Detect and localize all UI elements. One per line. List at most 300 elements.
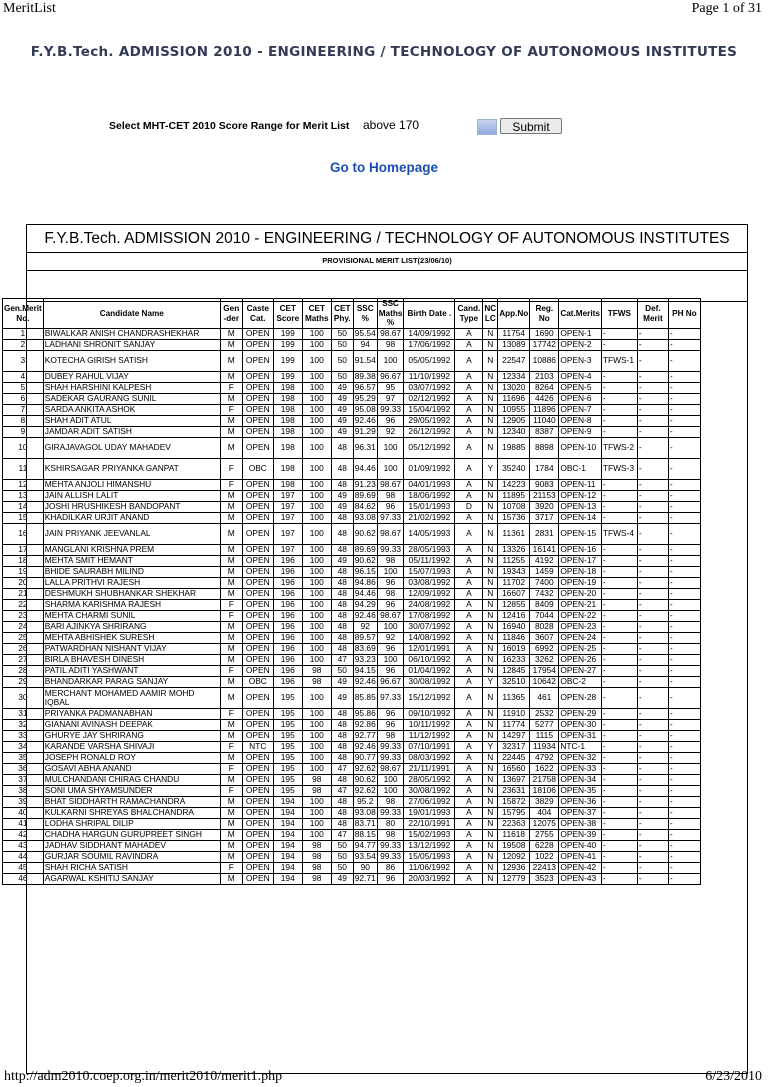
table-cell: 49 xyxy=(331,677,353,688)
table-cell: 100 xyxy=(377,655,404,666)
submit-button[interactable]: Submit xyxy=(500,118,562,134)
table-cell: - xyxy=(668,852,700,863)
table-cell: 14297 xyxy=(498,731,530,742)
table-cell: OPEN-12 xyxy=(559,491,602,502)
table-cell: 12 xyxy=(3,480,44,491)
table-cell: 100 xyxy=(302,372,331,383)
table-cell: - xyxy=(668,502,700,513)
table-cell: - xyxy=(668,808,700,819)
table-cell: M xyxy=(220,677,242,688)
table-cell: 17954 xyxy=(530,666,559,677)
table-cell: - xyxy=(601,830,637,841)
table-cell: OPEN xyxy=(242,753,273,764)
table-row xyxy=(3,731,701,742)
table-cell: OPEN-1 xyxy=(559,329,602,340)
table-cell: 22/10/1991 xyxy=(404,819,455,830)
table-cell: 13/12/1992 xyxy=(404,841,455,852)
table-cell: 96.31 xyxy=(353,438,377,459)
table-cell: OPEN xyxy=(242,394,273,405)
table-cell: A xyxy=(455,459,483,480)
table-cell: 100 xyxy=(302,438,331,459)
table-cell: N xyxy=(483,731,498,742)
table-cell: - xyxy=(668,600,700,611)
table-cell: 198 xyxy=(273,427,302,438)
table-cell: M xyxy=(220,731,242,742)
table-cell: 98 xyxy=(377,797,404,808)
table-cell: TFWS-3 xyxy=(601,459,637,480)
table-cell: 98 xyxy=(377,589,404,600)
table-cell: N xyxy=(483,786,498,797)
table-cell: M xyxy=(220,622,242,633)
table-cell: - xyxy=(601,600,637,611)
table-cell: - xyxy=(668,459,700,480)
table-cell: OPEN xyxy=(242,513,273,524)
table-cell: - xyxy=(601,372,637,383)
table-cell: 19343 xyxy=(498,567,530,578)
table-cell: OPEN xyxy=(242,589,273,600)
table-cell: 99.33 xyxy=(377,742,404,753)
table-cell: 16607 xyxy=(498,589,530,600)
table-cell: 08/03/1992 xyxy=(404,753,455,764)
column-header: Caste Cat. xyxy=(242,299,273,329)
table-cell: 6 xyxy=(3,394,44,405)
table-cell: 100 xyxy=(302,405,331,416)
table-cell: 11/06/1992 xyxy=(404,863,455,874)
table-cell: - xyxy=(601,556,637,567)
table-cell: - xyxy=(601,797,637,808)
table-cell: MULCHANDANI CHIRAG CHANDU xyxy=(43,775,220,786)
table-cell: 1459 xyxy=(530,567,559,578)
table-cell: 100 xyxy=(302,753,331,764)
table-row xyxy=(3,383,701,394)
table-cell: 96 xyxy=(377,578,404,589)
table-cell: 100 xyxy=(302,351,331,372)
table-cell: 12334 xyxy=(498,372,530,383)
column-header: NC LC xyxy=(483,299,498,329)
table-cell: - xyxy=(637,709,668,720)
table-cell: - xyxy=(637,852,668,863)
table-cell: JAIN ALLISH LALIT xyxy=(43,491,220,502)
table-cell: F xyxy=(220,405,242,416)
table-cell: N xyxy=(483,502,498,513)
table-cell: 14/08/1992 xyxy=(404,633,455,644)
table-cell: OPEN xyxy=(242,655,273,666)
dropdown-icon[interactable] xyxy=(477,119,497,135)
table-cell: 93.08 xyxy=(354,512,376,523)
table-cell: 31 xyxy=(3,709,44,720)
table-cell: 15/05/1993 xyxy=(404,852,455,863)
table-cell: 100 xyxy=(377,786,404,797)
table-cell: N xyxy=(483,567,498,578)
table-cell: - xyxy=(601,567,637,578)
table-cell: 1115 xyxy=(530,731,559,742)
table-cell: 15795 xyxy=(498,808,530,819)
table-cell: M xyxy=(220,394,242,405)
table-cell: 41 xyxy=(3,819,44,830)
table-cell: 86 xyxy=(377,863,404,874)
table-cell: OPEN xyxy=(242,480,273,491)
table-cell: - xyxy=(637,480,668,491)
table-cell: 98 xyxy=(302,841,331,852)
table-cell: N xyxy=(483,819,498,830)
table-cell: 96 xyxy=(377,644,404,655)
table-cell: 98 xyxy=(377,731,404,742)
table-cell: - xyxy=(637,459,668,480)
table-row xyxy=(3,524,701,545)
table-row xyxy=(3,797,701,808)
table-cell: 100 xyxy=(302,524,331,545)
table-cell: OPEN xyxy=(242,329,273,340)
table-cell: OPEN xyxy=(242,491,273,502)
table-cell: OPEN-33 xyxy=(559,764,602,775)
table-cell: 19508 xyxy=(498,841,530,852)
table-cell: OPEN xyxy=(242,416,273,427)
table-cell: N xyxy=(483,524,498,545)
table-cell: 21153 xyxy=(530,491,559,502)
table-cell: - xyxy=(601,611,637,622)
table-cell: A xyxy=(455,677,483,688)
table-cell: - xyxy=(637,329,668,340)
table-cell: 48 xyxy=(331,513,353,524)
table-cell: 15/07/1993 xyxy=(404,567,455,578)
table-cell: N xyxy=(483,416,498,427)
table-cell: 12855 xyxy=(498,600,530,611)
table-cell: F xyxy=(220,742,242,753)
table-cell: 12/01/1991 xyxy=(404,644,455,655)
table-cell: 196 xyxy=(273,556,302,567)
table-cell: SADEKAR GAURANG SUNIL xyxy=(43,394,220,405)
table-cell: - xyxy=(637,394,668,405)
table-row xyxy=(3,819,701,830)
column-header: CET Phy. xyxy=(331,299,353,329)
table-row xyxy=(3,841,701,852)
table-cell: N xyxy=(483,383,498,394)
table-cell: 48 xyxy=(331,480,353,491)
table-cell: 48 xyxy=(331,611,353,622)
table-cell: A xyxy=(455,383,483,394)
table-cell: 11361 xyxy=(498,524,530,545)
table-cell: M xyxy=(220,427,242,438)
table-cell: OPEN-21 xyxy=(559,600,602,611)
table-cell: 96 xyxy=(377,720,404,731)
table-cell: 92 xyxy=(353,622,377,633)
table-cell: Y xyxy=(483,459,498,480)
table-cell: 45 xyxy=(3,863,44,874)
table-cell: A xyxy=(455,666,483,677)
table-cell: 88.15 xyxy=(354,829,376,840)
table-cell: 05/05/1992 xyxy=(404,351,455,372)
table-cell: 21758 xyxy=(530,775,559,786)
table-cell: 91.23 xyxy=(354,479,376,490)
table-cell: 47 xyxy=(331,830,353,841)
table-cell: 21/11/1991 xyxy=(404,764,455,775)
table-cell: - xyxy=(668,775,700,786)
table-cell: LODHA SHRIPAL DILIP xyxy=(43,819,220,830)
table-cell: A xyxy=(455,863,483,874)
merit-table xyxy=(2,298,701,885)
table-cell: - xyxy=(668,764,700,775)
table-cell: 32317 xyxy=(498,742,530,753)
table-cell: - xyxy=(601,394,637,405)
table-cell: N xyxy=(483,852,498,863)
table-cell: 48 xyxy=(331,438,353,459)
table-cell: 11618 xyxy=(498,830,530,841)
table-cell: 15/01/1993 xyxy=(404,502,455,513)
table-cell: 100 xyxy=(302,819,331,830)
table-cell: 95 xyxy=(377,383,404,394)
table-cell: - xyxy=(668,589,700,600)
table-cell: 10/11/1992 xyxy=(404,720,455,731)
table-row xyxy=(3,874,701,885)
table-cell: - xyxy=(668,524,700,545)
table-cell: 195 xyxy=(273,731,302,742)
table-cell: PATIL ADITI YASHWANT xyxy=(43,666,220,677)
table-cell: OBC-2 xyxy=(559,677,602,688)
table-cell: 28/05/1993 xyxy=(404,545,455,556)
table-cell: 195 xyxy=(273,764,302,775)
table-cell: 39 xyxy=(3,797,44,808)
table-cell: - xyxy=(668,351,700,372)
table-cell: - xyxy=(637,655,668,666)
table-cell: OPEN xyxy=(242,545,273,556)
table-cell: A xyxy=(455,351,483,372)
table-cell: OPEN-43 xyxy=(559,874,602,885)
table-cell: 195 xyxy=(273,775,302,786)
table-cell: - xyxy=(637,438,668,459)
table-cell: - xyxy=(637,720,668,731)
table-cell: - xyxy=(601,513,637,524)
table-cell: 30/08/1992 xyxy=(404,677,455,688)
table-cell: 1690 xyxy=(530,329,559,340)
table-cell: 49 xyxy=(331,405,353,416)
table-cell: 96 xyxy=(377,874,404,885)
table-cell: OPEN xyxy=(242,502,273,513)
table-row xyxy=(3,491,701,502)
table-cell: OPEN xyxy=(242,567,273,578)
table-cell: 4192 xyxy=(530,556,559,567)
table-cell: 15/02/1993 xyxy=(404,830,455,841)
table-cell: 99.33 xyxy=(377,545,404,556)
table-cell: M xyxy=(220,753,242,764)
table-cell: 100 xyxy=(302,644,331,655)
table-row xyxy=(3,644,701,655)
score-range-select[interactable]: above 170 xyxy=(363,118,420,132)
table-cell: OPEN-30 xyxy=(559,720,602,731)
table-cell: 98 xyxy=(302,775,331,786)
table-cell: - xyxy=(601,491,637,502)
table-cell: 14 xyxy=(3,502,44,513)
table-cell: 93.54 xyxy=(354,851,376,862)
go-to-homepage-link[interactable]: Go to Homepage xyxy=(329,160,438,175)
table-cell: DESHMUKH SHUBHANKAR SHEKHAR xyxy=(43,589,220,600)
table-cell: - xyxy=(637,578,668,589)
table-cell: JAIN PRIYANK JEEVANLAL xyxy=(43,524,220,545)
table-cell: OPEN-8 xyxy=(559,416,602,427)
table-cell: A xyxy=(455,480,483,491)
table-cell: 96 xyxy=(377,666,404,677)
table-cell: 95.29 xyxy=(354,393,376,404)
table-cell: 48 xyxy=(331,709,353,720)
table-cell: 9083 xyxy=(530,480,559,491)
table-cell: 100 xyxy=(302,731,331,742)
table-cell: N xyxy=(483,545,498,556)
table-cell: 11/12/1992 xyxy=(404,731,455,742)
table-cell: - xyxy=(601,764,637,775)
table-cell: 16 xyxy=(3,524,44,545)
table-cell: 6228 xyxy=(530,841,559,852)
table-cell: 3920 xyxy=(530,502,559,513)
table-cell: 15/12/1992 xyxy=(404,688,455,709)
table-cell: - xyxy=(601,480,637,491)
table-cell: 48 xyxy=(331,775,353,786)
table-cell: OPEN-27 xyxy=(559,666,602,677)
table-cell: 5 xyxy=(3,383,44,394)
table-cell: 90.62 xyxy=(354,555,376,566)
table-cell: 49 xyxy=(331,427,353,438)
table-cell: OPEN-42 xyxy=(559,863,602,874)
table-cell: M xyxy=(220,491,242,502)
table-cell: M xyxy=(220,589,242,600)
table-cell: - xyxy=(637,622,668,633)
table-row xyxy=(3,677,701,688)
table-cell: 46 xyxy=(3,874,44,885)
table-cell: A xyxy=(455,567,483,578)
table-cell: 16560 xyxy=(498,764,530,775)
table-cell: OPEN-14 xyxy=(559,513,602,524)
table-cell: N xyxy=(483,753,498,764)
table-cell: 196 xyxy=(273,666,302,677)
table-cell: 23631 xyxy=(498,786,530,797)
table-cell: 94.77 xyxy=(354,840,376,851)
table-cell: 83.71 xyxy=(354,818,376,829)
table-cell: SHAH RICHA SATISH xyxy=(43,863,220,874)
table-cell: 21/02/1992 xyxy=(404,513,455,524)
table-cell: MEHTA CHARMI SUNIL xyxy=(43,611,220,622)
table-cell: 03/07/1992 xyxy=(404,383,455,394)
table-cell: 8898 xyxy=(530,438,559,459)
table-cell: 50 xyxy=(331,852,353,863)
table-cell: N xyxy=(483,764,498,775)
table-cell: 15 xyxy=(3,513,44,524)
table-cell: N xyxy=(483,556,498,567)
table-cell: 36 xyxy=(3,764,44,775)
table-cell: F xyxy=(220,666,242,677)
table-cell: 199 xyxy=(273,351,302,372)
column-header: Gen -der xyxy=(220,299,242,329)
table-cell: A xyxy=(455,731,483,742)
table-cell: 100 xyxy=(302,383,331,394)
table-cell: 92.77 xyxy=(354,730,376,741)
table-cell: 50 xyxy=(331,863,353,874)
table-cell: OPEN xyxy=(242,644,273,655)
table-cell: 33 xyxy=(3,731,44,742)
table-cell: N xyxy=(483,600,498,611)
table-cell: - xyxy=(637,830,668,841)
table-cell: OPEN-3 xyxy=(559,351,602,372)
table-cell: TFWS-4 xyxy=(601,524,637,545)
table-cell: 48 xyxy=(331,753,353,764)
table-cell: 97.33 xyxy=(377,513,404,524)
table-cell: 196 xyxy=(273,578,302,589)
table-cell: - xyxy=(668,340,700,351)
column-header: App.No xyxy=(498,299,530,329)
table-cell: 48 xyxy=(331,459,353,480)
table-cell: 100 xyxy=(302,329,331,340)
table-cell: 100 xyxy=(302,830,331,841)
table-cell: A xyxy=(455,655,483,666)
table-cell: 98.67 xyxy=(377,329,404,340)
column-header: SSC % xyxy=(353,299,377,329)
table-cell: OPEN-13 xyxy=(559,502,602,513)
table-cell: MEHTA SMIT HEMANT xyxy=(43,556,220,567)
table-cell: 194 xyxy=(273,863,302,874)
table-cell: 95.2 xyxy=(353,797,377,808)
table-cell: 196 xyxy=(273,600,302,611)
table-cell: 48 xyxy=(331,808,353,819)
table-cell: - xyxy=(637,775,668,786)
table-cell: 100 xyxy=(302,720,331,731)
table-cell: 17742 xyxy=(530,340,559,351)
table-cell: - xyxy=(668,677,700,688)
table-cell: 38 xyxy=(3,786,44,797)
table-cell: 195 xyxy=(273,720,302,731)
table-cell: OPEN xyxy=(242,731,273,742)
table-cell: - xyxy=(668,797,700,808)
table-cell: 50 xyxy=(331,372,353,383)
table-cell: A xyxy=(455,841,483,852)
table-cell: 09/10/1992 xyxy=(404,709,455,720)
table-cell: M xyxy=(220,819,242,830)
table-cell: - xyxy=(601,863,637,874)
table-cell: 20 xyxy=(3,578,44,589)
table-cell: OPEN xyxy=(242,351,273,372)
table-cell: NTC xyxy=(242,742,273,753)
table-cell: 90.62 xyxy=(353,524,377,545)
table-cell: 50 xyxy=(331,841,353,852)
table-cell: 92 xyxy=(377,633,404,644)
table-cell: OBC-1 xyxy=(559,459,602,480)
table-cell: N xyxy=(483,688,498,709)
table-cell: A xyxy=(455,556,483,567)
table-cell: 7044 xyxy=(530,611,559,622)
table-cell: 13697 xyxy=(498,775,530,786)
table-cell: GHURYE JAY SHRIRANG xyxy=(43,731,220,742)
table-cell: A xyxy=(455,427,483,438)
table-cell: - xyxy=(668,438,700,459)
table-cell: N xyxy=(483,720,498,731)
table-cell: OPEN xyxy=(242,764,273,775)
table-cell: 02/12/1992 xyxy=(404,394,455,405)
table-cell: BHANDARKAR PARAG SANJAY xyxy=(43,677,220,688)
table-cell: 404 xyxy=(530,808,559,819)
table-cell: 48 xyxy=(331,797,353,808)
table-row xyxy=(3,372,701,383)
table-cell: A xyxy=(455,622,483,633)
table-cell: - xyxy=(637,863,668,874)
table-cell: - xyxy=(668,644,700,655)
table-cell: 92.46 xyxy=(354,415,376,426)
table-cell: 35240 xyxy=(498,459,530,480)
table-cell: 12340 xyxy=(498,427,530,438)
table-cell: 48 xyxy=(331,524,353,545)
table-cell: A xyxy=(455,786,483,797)
table-cell: 100 xyxy=(302,742,331,753)
table-cell: 07/10/1991 xyxy=(404,742,455,753)
table-cell: 11896 xyxy=(530,405,559,416)
table-cell: BHAT SIDDHARTH RAMACHANDRA xyxy=(43,797,220,808)
table-cell: 194 xyxy=(273,819,302,830)
table-cell: 12092 xyxy=(498,852,530,863)
